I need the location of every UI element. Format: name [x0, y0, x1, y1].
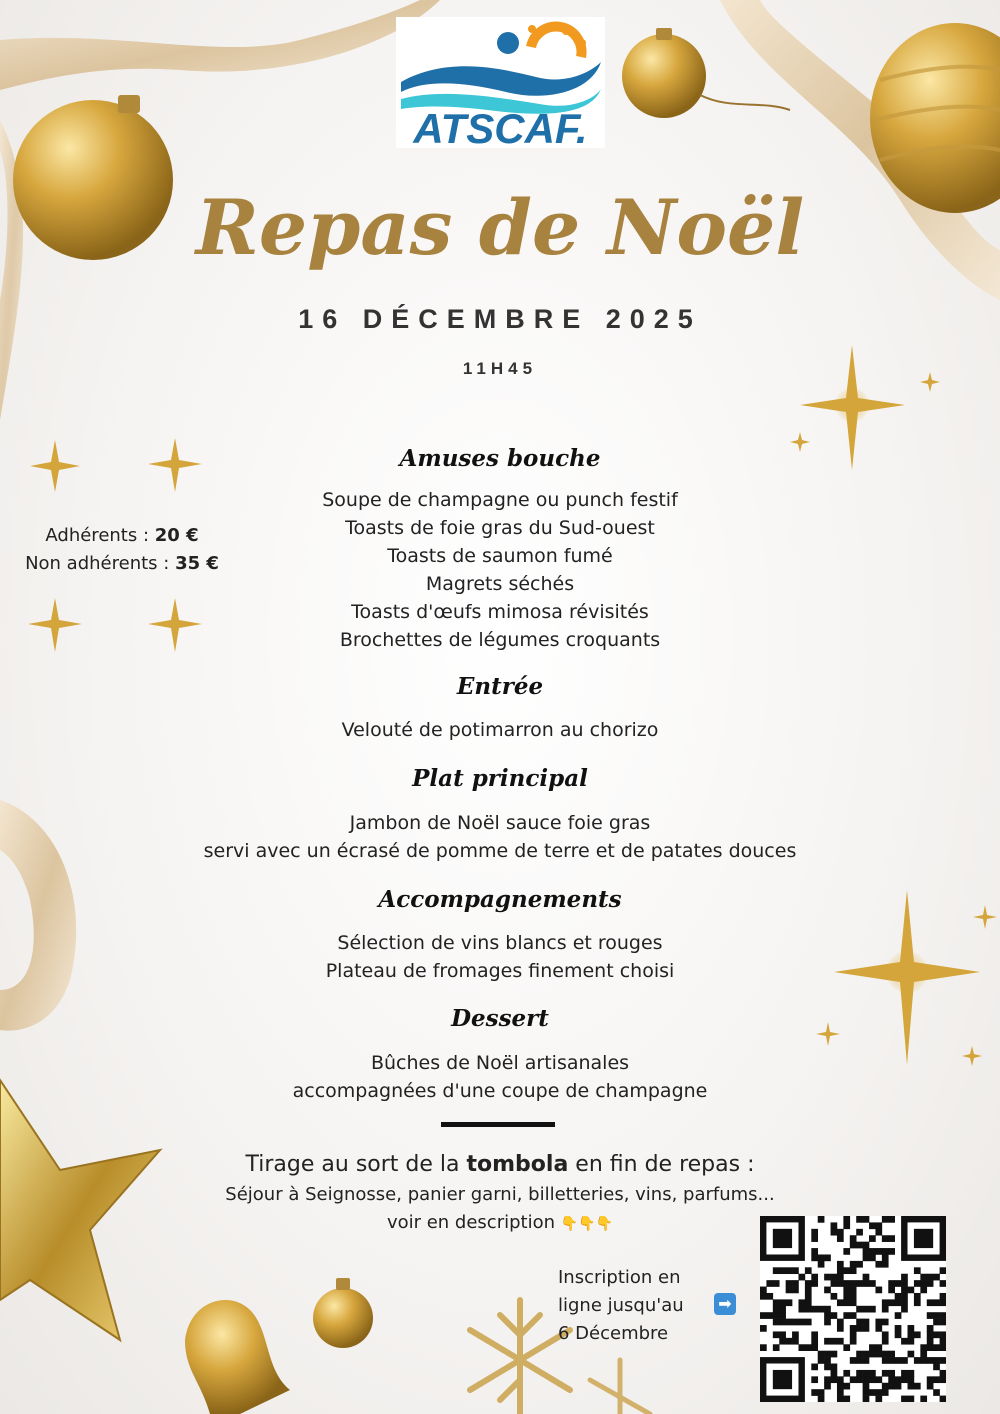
logo-text: ATSCAF. — [413, 105, 588, 152]
price-members-value: 20 € — [154, 525, 199, 546]
ribbon-top-left — [0, 0, 440, 90]
event-date: 16 DÉCEMBRE 2025 — [298, 304, 702, 334]
menu-item: Toasts d'œufs mimosa révisités — [351, 601, 649, 623]
inscription-line-1: Inscription en — [558, 1267, 681, 1288]
section-items-amuses — [0, 486, 1000, 654]
price-non-members-value: 35 € — [175, 553, 219, 574]
menu-item: Plateau de fromages finement choisi — [325, 960, 675, 982]
event-time: 11H45 — [462, 359, 538, 378]
tombola-description-text: voir en description — [386, 1212, 556, 1233]
section-title-dessert: Dessert — [451, 1005, 549, 1032]
section-title-plat: Plat principal — [412, 765, 588, 792]
section-title-entree: Entrée — [456, 673, 544, 700]
price-members-label: Adhérents : — [45, 525, 155, 546]
tombola-bold: tombola — [466, 1152, 569, 1177]
tombola-text-after: en fin de repas : — [568, 1152, 755, 1177]
inscription-text — [558, 1264, 728, 1348]
menu-item: Brochettes de légumes croquants — [339, 629, 661, 651]
section-title-amuses: Amuses bouche — [399, 445, 601, 472]
qr-code[interactable] — [760, 1216, 946, 1402]
menu-item: Jambon de Noël sauce foie gras — [349, 812, 651, 834]
glitter-snowflake — [470, 1300, 570, 1414]
inscription-line-2: ligne jusqu'au — [558, 1295, 684, 1316]
event-title: Repas de Noël — [195, 183, 805, 272]
section-title-accompagnements: Accompagnements — [378, 886, 622, 913]
inscription-line-3: 6 Décembre — [558, 1323, 669, 1344]
menu-item: Velouté de potimarron au chorizo — [341, 719, 659, 741]
divider — [441, 1122, 555, 1127]
tombola-prizes: Séjour à Seignosse, panier garni, billetteries, vins, parfums... — [225, 1184, 775, 1205]
menu-item: servi avec un écrasé de pomme de terre et de patates douces — [203, 840, 797, 862]
gold-ornament-small — [622, 34, 706, 118]
section-items-plat — [0, 809, 1000, 865]
menu-item: Magrets séchés — [425, 573, 575, 595]
pointing-down-icon: 👇👇👇 — [560, 1216, 614, 1232]
tombola-line — [0, 1149, 1000, 1181]
atscaf-logo — [396, 17, 605, 152]
arrow-right-icon: ➡ — [714, 1293, 736, 1315]
qr-code-image — [760, 1216, 946, 1402]
menu-item: Soupe de champagne ou punch festif — [322, 489, 678, 511]
menu-item: Sélection de vins blancs et rouges — [337, 932, 663, 954]
gold-bell — [185, 1300, 290, 1414]
gold-ornament-bottom — [313, 1288, 373, 1348]
menu-item: accompagnées d'une coupe de champagne — [292, 1080, 708, 1102]
section-items-entree — [0, 716, 1000, 744]
section-items-accompagnements — [0, 929, 1000, 985]
tombola-text-before: Tirage au sort de la — [245, 1152, 467, 1177]
menu-item: Bûches de Noël artisanales — [370, 1052, 630, 1074]
section-items-dessert — [0, 1049, 1000, 1105]
menu-item: Toasts de saumon fumé — [387, 545, 613, 567]
menu-item: Toasts de foie gras du Sud-ouest — [345, 517, 655, 539]
price-non-members-label: Non adhérents : — [25, 553, 176, 574]
